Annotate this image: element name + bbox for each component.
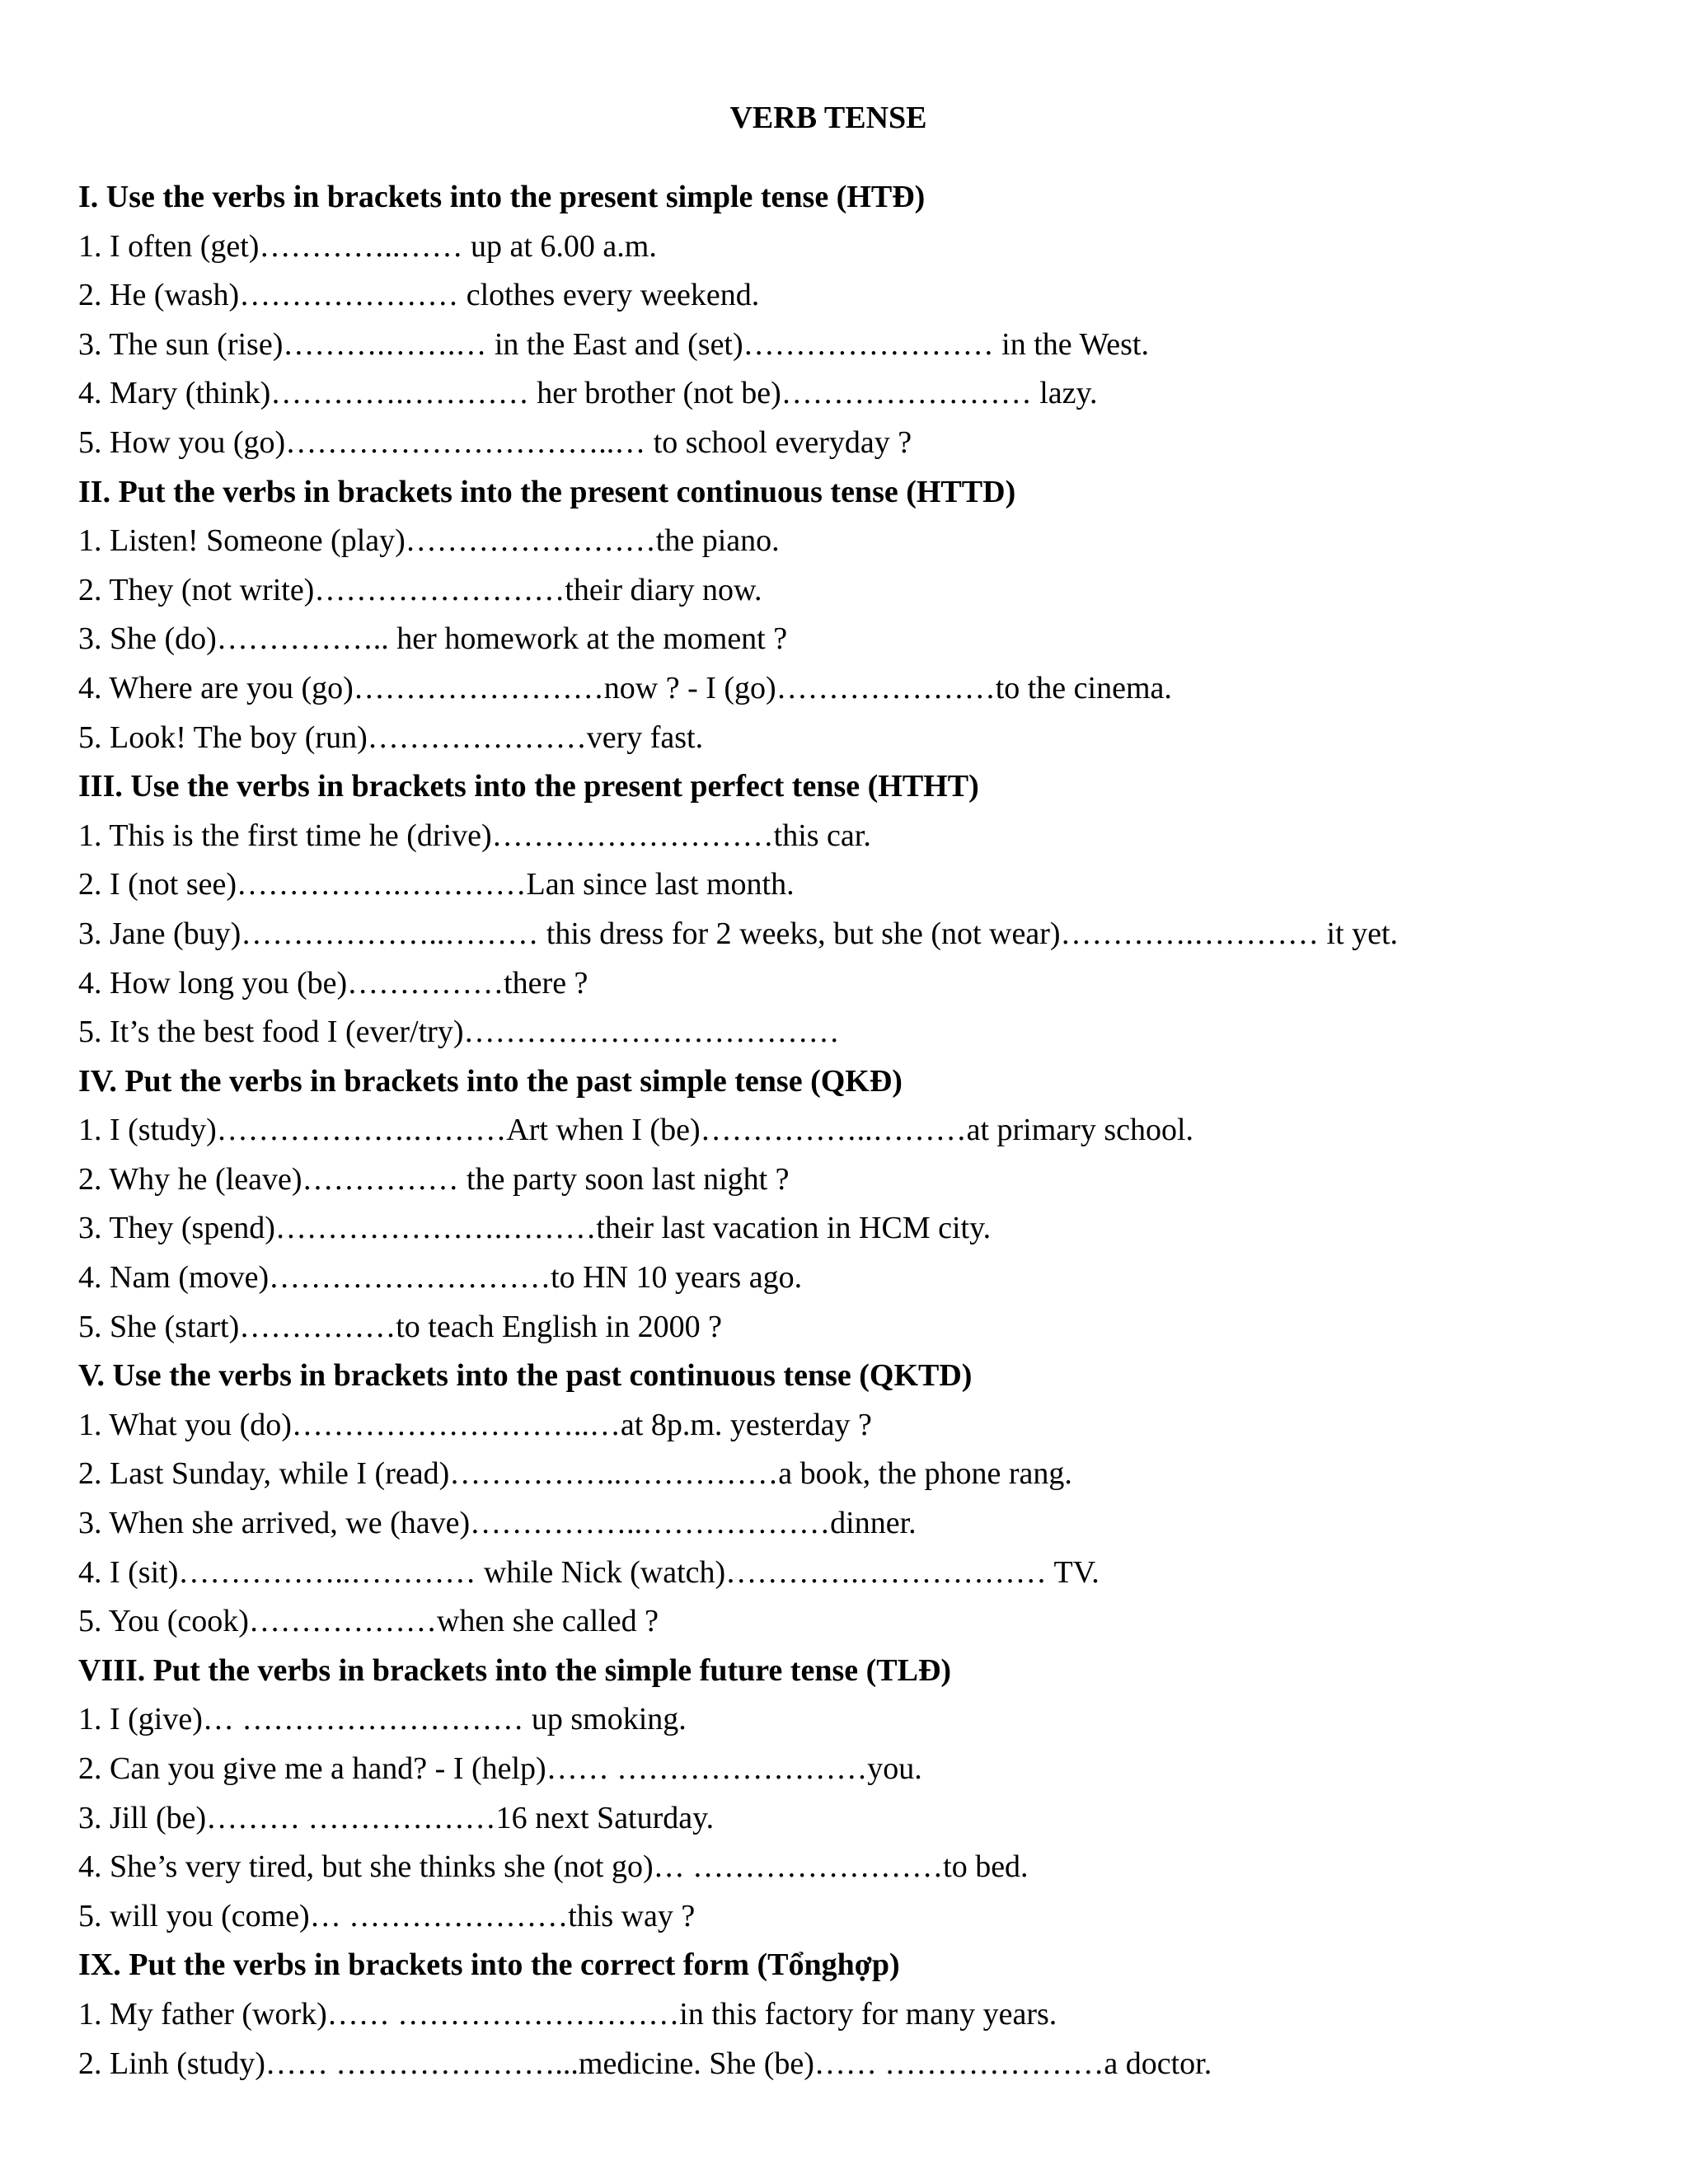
exercise-item: 5. Look! The boy (run)…………………very fast. [78, 719, 704, 755]
exercise-item: 1. I (study)……………….………Art when I (be)……………..………at primary school. [78, 1113, 1194, 1148]
page-title: VERB TENSE [729, 101, 927, 135]
exercise-item: 2. He (wash)………………… clothes every weekend. [78, 278, 760, 313]
exercise-item: 5. It’s the best food I (ever/try)……………………………… [78, 1015, 840, 1050]
exercise-item: 5. will you (come)… …………………this way ? [78, 1898, 696, 1933]
exercise-item: 2. Can you give me a hand? - I (help)…… ……………………you. [78, 1751, 922, 1786]
exercise-item: 3. The sun (rise)……….…….… in the East and (set)…………………… in the West. [78, 326, 1149, 362]
exercise-item: 1. What you (do)………………………..…at 8p.m. yesterday ? [78, 1407, 872, 1442]
exercise-item: 2. Last Sunday, while I (read)……………..……………a book, the phone rang. [78, 1456, 1072, 1492]
exercise-item: 1. I (give)… ……………………… up smoking. [78, 1702, 687, 1737]
exercise-item: 2. Linh (study)…… …………………...medicine. She (be)…… …………………a doctor. [78, 2046, 1212, 2081]
section-heading: I. Use the verbs in brackets into the present simple tense (HTĐ) [78, 180, 926, 214]
worksheet-content [78, 173, 1644, 2088]
section-heading: IV. Put the verbs in brackets into the past simple tense (QKĐ) [78, 1063, 903, 1099]
exercise-item: 5. You (cook)………………when she called ? [78, 1604, 659, 1639]
section-heading: VIII. Put the verbs in brackets into the simple future tense (TLĐ) [78, 1652, 952, 1688]
section-heading: IX. Put the verbs in brackets into the correct form (Tổnghợp) [78, 1947, 900, 1983]
exercise-item: 4. Where are you (go)……………………now ? - I (go)…………………to the cinema. [78, 670, 1172, 705]
exercise-item: 1. I often (get)…………..…… up at 6.00 a.m. [78, 228, 657, 264]
exercise-item: 1. My father (work)…… ………………………in this factory for many years. [78, 1996, 1057, 2032]
exercise-item: 3. They (spend)………………….………their last vacation in HCM city. [78, 1211, 992, 1246]
exercise-item: 4. How long you (be)……………there ? [78, 965, 588, 1001]
section-heading: II. Put the verbs in brackets into the present continuous tense (HTTD) [78, 474, 1016, 509]
exercise-item: 2. I (not see)…………….…………Lan since last month. [78, 867, 795, 902]
exercise-item: 5. She (start)……………to teach English in 2000 ? [78, 1309, 722, 1344]
exercise-item: 4. I (sit)……………..………… while Nick (watch)………….……………… TV. [78, 1554, 1100, 1590]
exercise-item: 1. Listen! Someone (play)……………………the piano. [78, 523, 780, 559]
exercise-item: 3. Jill (be)……… ………………16 next Saturday. [78, 1800, 715, 1835]
section-heading: V. Use the verbs in brackets into the past continuous tense (QKTD) [78, 1358, 973, 1394]
exercise-item: 3. She (do)…………….. her homework at the moment ? [78, 621, 788, 657]
exercise-item: 4. Mary (think)………….………… her brother (not be)…………………… lazy. [78, 376, 1098, 411]
exercise-item: 3. Jane (buy)………………..……… this dress for 2 weeks, but she (not wear)………….………… it yet. [78, 916, 1399, 951]
section-heading: III. Use the verbs in brackets into the present perfect tense (HTHT) [78, 769, 979, 804]
exercise-item: 1. This is the first time he (drive)………………………this car. [78, 818, 871, 853]
exercise-item: 4. She’s very tired, but she thinks she (not go)… ……………………to bed. [78, 1849, 1029, 1885]
exercise-item: 2. Why he (leave)…………… the party soon last night ? [78, 1161, 790, 1197]
exercise-item: 3. When she arrived, we (have)……………..………………dinner. [78, 1506, 917, 1541]
exercise-item: 5. How you (go)…………………………..… to school everyday ? [78, 424, 912, 460]
exercise-item: 4. Nam (move)………………………to HN 10 years ago. [78, 1260, 803, 1296]
exercise-item: 2. They (not write)……………………their diary now. [78, 572, 762, 607]
